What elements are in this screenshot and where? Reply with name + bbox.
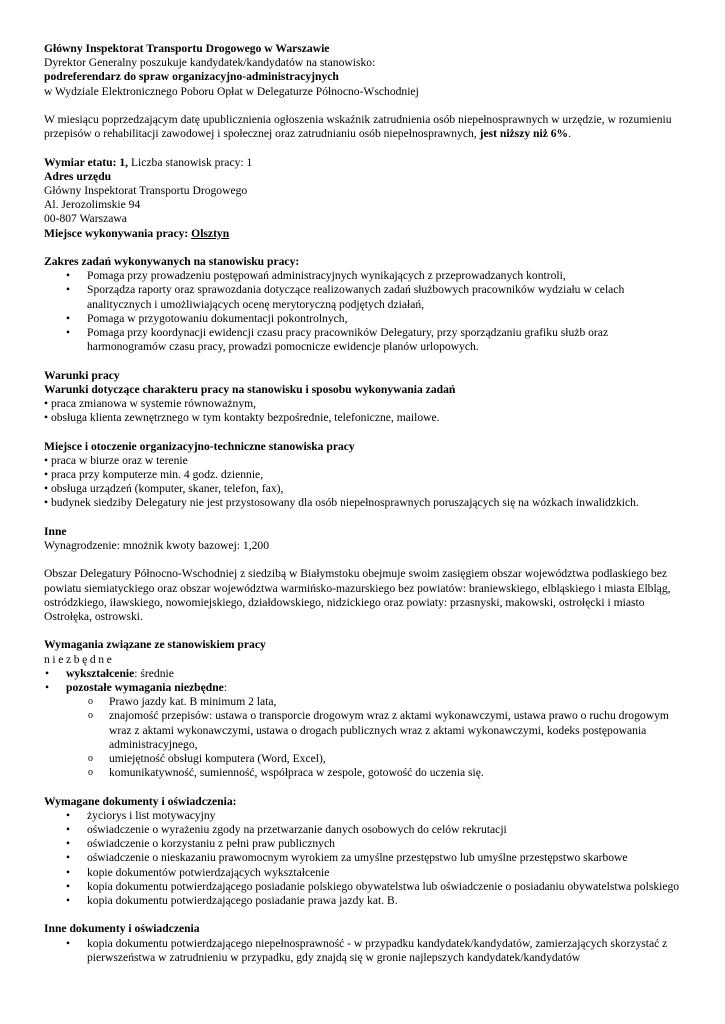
necessary-label: niezbędne — [44, 652, 115, 666]
other-documents-heading: Inne dokumenty i oświadczenia — [44, 922, 200, 936]
list-item: • pozostałe wymagania niezbędne: — [44, 681, 688, 695]
disability-note: W miesiącu poprzedzającym datę upublicznienia ogłoszenia wskaźnik zatrudnienia osób niepełnosprawnych w urzędzie, w rozumieniu przepisów o rehabilitacji zawodowej i społecznej oraz zatrudnianiu osób niepełnosprawnych, jest niższy niż 6%. — [44, 113, 672, 141]
place-heading: Miejsce i otoczenie organizacyjno-techniczne stanowiska pracy — [44, 439, 355, 453]
list-item: • życiorys i list motywacyjny — [44, 809, 688, 823]
list-item: • oświadczenie o wyrażeniu zgody na przetwarzanie danych osobowych do celów rekrutacji — [44, 823, 688, 837]
address-heading: Adres urzędu — [44, 169, 112, 183]
list-item: o znajomość przepisów: ustawa o transporcie drogowym wraz z aktami wykonawczymi, ustawa prawo o ruchu drogowym wraz z aktami wykonawczymi, ustawa o drogach publicznych wraz z aktami wykonawczymi, kodeks postępowania administracyjnego, — [44, 709, 688, 752]
list-item: • obsługa klienta zewnętrznego w tym kontakty bezpośrednie, telefoniczne, mailowe. — [44, 411, 440, 425]
list-item: • wykształcenie: średnie — [44, 667, 688, 681]
list-item: • praca przy komputerze min. 4 godz. dziennie, — [44, 468, 264, 482]
list-item: • oświadczenie o korzystaniu z pełni praw publicznych — [44, 837, 688, 851]
document-page — [44, 42, 688, 965]
list-item: • Sporządza raporty oraz sprawozdania dotyczące realizowanych zadań służbowych pracowników wydziału w celach analitycznych i umożliwiających ocenę merytoryczną podjętych działań, — [44, 283, 688, 311]
org-title: Główny Inspektorat Transportu Drogowego w Warszawie — [44, 42, 330, 55]
requirements-heading: Wymagania związane ze stanowiskiem pracy — [44, 638, 266, 652]
list-item: • kopia dokumentu potwierdzającego posiadanie polskiego obywatelstwa lub oświadczenie o posiadaniu obywatelstwa polskiego — [44, 880, 688, 894]
address-line: 00-807 Warszawa — [44, 212, 127, 226]
list-item: • praca w biurze oraz w terenie — [44, 453, 188, 467]
list-item: o komunikatywność, sumienność, współpraca w zespole, gotowość do uczenia się. — [44, 766, 688, 780]
conditions-subheading: Warunki dotyczące charakteru pracy na stanowisku i sposobu wykonywania zadań — [44, 382, 456, 396]
position-title: podreferendarz do spraw organizacyjno-administracyjnych — [44, 70, 339, 84]
work-place: Miejsce wykonywania pracy: Olsztyn — [44, 226, 230, 240]
list-item: • kopia dokumentu potwierdzającego posiadanie prawa jazdy kat. B. — [44, 894, 688, 908]
other-heading: Inne — [44, 524, 67, 538]
unit-line: w Wydziale Elektronicznego Poboru Opłat w Delegaturze Północno-Wschodniej — [44, 84, 419, 98]
list-item: • kopie dokumentów potwierdzających wykształcenie — [44, 866, 688, 880]
list-item: • praca zmianowa w systemie równoważnym, — [44, 397, 257, 411]
tasks-list — [44, 269, 688, 354]
list-item: • oświadczenie o nieskazaniu prawomocnym wyrokiem za umyślne przestępstwo lub umyślne przestępstwo skarbowe — [44, 851, 688, 865]
list-item: • budynek siedziby Delegatury nie jest przystosowany dla osób niepełnosprawnych poruszających się na wózkach inwalidzkich. — [44, 496, 639, 510]
list-item: • Pomaga w przygotowaniu dokumentacji pokontrolnych, — [44, 312, 688, 326]
etat-line: Wymiar etatu: 1, Liczba stanowisk pracy: 1 — [44, 155, 253, 169]
salary-line: Wynagrodzenie: mnożnik kwoty bazowej: 1,200 — [44, 539, 269, 553]
address-line: Al. Jerozolimskie 94 — [44, 198, 141, 212]
requirements-list — [44, 667, 688, 695]
list-item: • kopia dokumentu potwierdzającego niepełnosprawność - w przypadku kandydatek/kandydatów, zamierzających skorzystać z pierwszeństwa w zatrudnieniu w przypadku, gdy znajdą się w gronie najlepszych kandydatek/kandydatów — [44, 937, 688, 965]
other-documents-list — [44, 937, 688, 965]
list-item: • Pomaga przy koordynacji ewidencji czasu pracy pracowników Delegatury, przy sporządzaniu grafiku służb oraz harmonogramów czasu pracy, prowadzi pomocnicze ewidencje planów urlopowych. — [44, 326, 688, 354]
conditions-heading: Warunki pracy — [44, 368, 120, 382]
address-line: Główny Inspektorat Transportu Drogowego — [44, 184, 248, 197]
intro-line: Dyrektor Generalny poszukuje kandydatek/kandydatów na stanowisko: — [44, 56, 376, 70]
region-paragraph: Obszar Delegatury Północno-Wschodniej z siedzibą w Białymstoku obejmuje swoim zasięgiem obszar województwa podlaskiego bez powiatu siemiatyckiego oraz obszar województwa warmińsko-mazurskiego bez powiatów: braniewskiego, elbląskiego i miasta Elbląg, ostródzkiego, iławskiego, nowomiejskiego, działdowskiego, nidzickiego oraz powiaty: przasnyski, makowski, ostrołęcki i miasto Ostrołęka, ostrowski. — [44, 567, 671, 624]
requirements-sublist — [44, 695, 688, 780]
documents-list — [44, 809, 688, 908]
list-item: • Pomaga przy prowadzeniu postępowań administracyjnych wynikających z przeprowadzanych kontroli, — [44, 269, 688, 283]
tasks-heading: Zakres zadań wykonywanych na stanowisku pracy: — [44, 255, 300, 268]
list-item: • obsługa urządzeń (komputer, skaner, telefon, fax), — [44, 482, 284, 496]
list-item: o Prawo jazdy kat. B minimum 2 lata, — [44, 695, 688, 709]
list-item: o umiejętność obsługi komputera (Word, Excel), — [44, 752, 688, 766]
documents-heading: Wymagane dokumenty i oświadczenia: — [44, 794, 237, 808]
